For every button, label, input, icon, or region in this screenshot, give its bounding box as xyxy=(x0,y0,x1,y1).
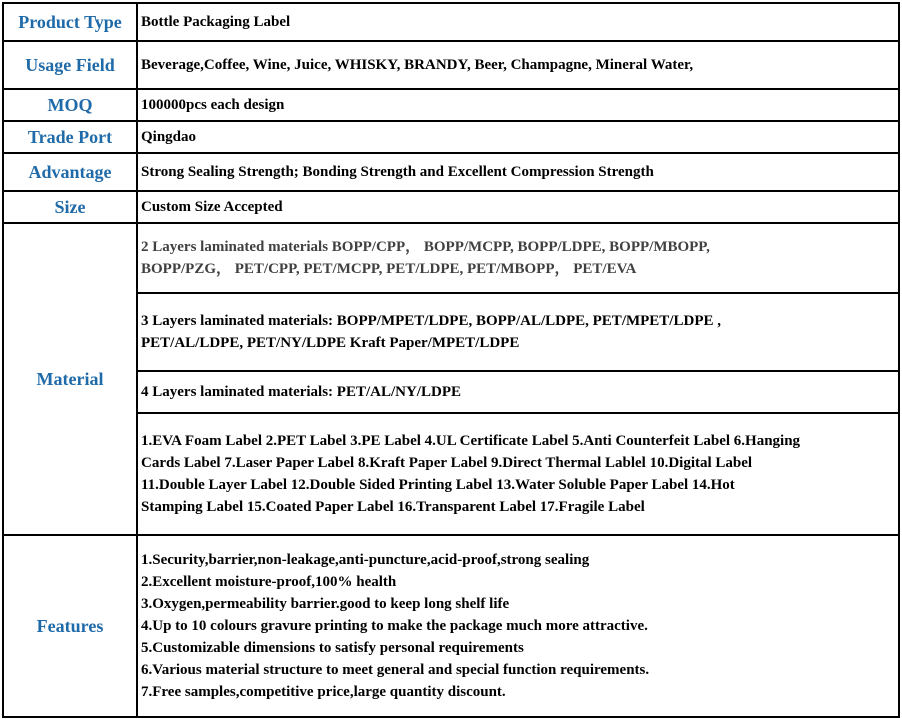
feature-item: 7.Free samples,competitive price,large quantity discount. xyxy=(141,684,506,700)
material-three-layers-line: 3 Layers laminated materials: BOPP/MPET/LDPE, BOPP/AL/LDPE, PET/MPET/LDPE , xyxy=(141,313,721,329)
feature-item: 4.Up to 10 colours gravure printing to make the package much more attractive. xyxy=(141,618,648,634)
label-types-line: Stamping Label 15.Coated Paper Label 16.Transparent Label 17.Fragile Label xyxy=(141,499,645,515)
label-types-line: 11.Double Layer Label 12.Double Sided Printing Label 13.Water Soluble Paper Label 14.Hot xyxy=(141,477,735,493)
row-product-type xyxy=(3,3,899,41)
row-material-two-layers xyxy=(3,223,899,293)
row-moq xyxy=(3,89,899,121)
advantage-label: Advantage xyxy=(3,153,137,191)
material-four-layers xyxy=(137,371,899,413)
row-material-three-layers xyxy=(3,293,899,371)
spec-table xyxy=(2,2,900,718)
moq-label: MOQ xyxy=(3,89,137,121)
label-types-line: 1.EVA Foam Label 2.PET Label 3.PE Label 4.UL Certificate Label 5.Anti Counterfeit Label 6.Hanging xyxy=(141,433,801,449)
row-trade-port xyxy=(3,121,899,153)
material-label-types xyxy=(137,413,899,535)
trade-port-value: Qingdao xyxy=(137,121,899,153)
size-value: Custom Size Accepted xyxy=(137,191,899,223)
usage-field-value: Beverage,Coffee, Wine, Juice, WHISKY, BRANDY, Beer, Champagne, Mineral Water, xyxy=(137,41,899,89)
row-material-label-types xyxy=(3,413,899,535)
moq-value: 100000pcs each design xyxy=(137,89,899,121)
row-advantage xyxy=(3,153,899,191)
features-label: Features xyxy=(3,535,137,717)
row-size xyxy=(3,191,899,223)
usage-field-label: Usage Field xyxy=(3,41,137,89)
product-type-value: Bottle Packaging Label xyxy=(137,3,899,41)
material-three-layers-line: PET/AL/LDPE, PET/NY/LDPE Kraft Paper/MPET/LDPE xyxy=(141,335,520,351)
material-two-layers-line: 2 Layers laminated materials BOPP/CPP， BOPP/MCPP, BOPP/LDPE, BOPP/MBOPP, xyxy=(141,239,710,255)
label-types-line: Cards Label 7.Laser Paper Label 8.Kraft Paper Label 9.Direct Thermal Lablel 10.Digital Label xyxy=(141,455,753,471)
material-three-layers xyxy=(137,293,899,371)
feature-item: 6.Various material structure to meet general and special function requirements. xyxy=(141,662,650,678)
material-two-layers-line: BOPP/PZG， PET/CPP, PET/MCPP, PET/LDPE, PET/MBOPP， PET/EVA xyxy=(141,261,637,277)
product-type-label: Product Type xyxy=(3,3,137,41)
feature-item: 5.Customizable dimensions to satisfy personal requirements xyxy=(141,640,524,656)
row-features xyxy=(3,535,899,717)
row-usage-field xyxy=(3,41,899,89)
feature-item: 1.Security,barrier,non-leakage,anti-puncture,acid-proof,strong sealing xyxy=(141,552,590,568)
row-material-four-layers xyxy=(3,371,899,413)
trade-port-label: Trade Port xyxy=(3,121,137,153)
size-label: Size xyxy=(3,191,137,223)
material-label: Material xyxy=(3,223,137,535)
advantage-value: Strong Sealing Strength; Bonding Strength and Excellent Compression Strength xyxy=(137,153,899,191)
feature-item: 2.Excellent moisture-proof,100% health xyxy=(141,574,397,590)
feature-item: 3.Oxygen,permeability barrier.good to keep long shelf life xyxy=(141,596,510,612)
material-two-layers xyxy=(137,223,899,293)
material-four-layers-line: 4 Layers laminated materials: PET/AL/NY/LDPE xyxy=(141,384,461,400)
features-list xyxy=(137,535,899,717)
